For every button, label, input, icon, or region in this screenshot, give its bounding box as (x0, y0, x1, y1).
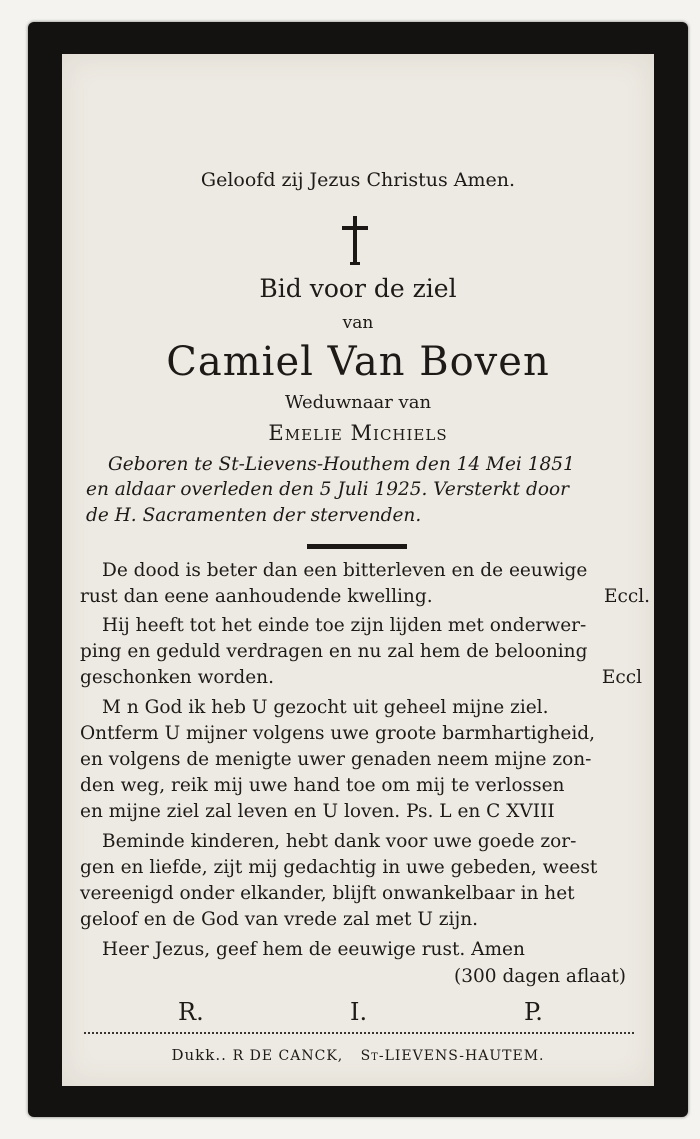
text-line: M n God ik heb U gezocht uit geheel mijne ziel. (102, 697, 549, 718)
text-line (80, 667, 650, 688)
text-line: gen en liefde, zijt mij gedachtig in uwe gebeden, weest (80, 857, 598, 878)
sacraments-line: de H. Sacramenten der stervenden. (86, 505, 422, 526)
printer-prefix: Dukk.. (171, 1046, 227, 1064)
text-line-body: rust dan eene aanhoudende kwelling. (80, 586, 433, 607)
text-line: den weg, reik mij uwe hand toe om mij te verlossen (80, 775, 565, 796)
bible-reference: Eccl. (603, 586, 650, 607)
rip-letter: I. (350, 998, 368, 1026)
spouse-name: Emelie Michiels (268, 421, 448, 445)
text-line: vereenigd onder elkander, blijft onwankelbaar in het (80, 883, 575, 904)
text-line: Ontferm U mijner volgens uwe groote barmhartigheid, (80, 723, 595, 744)
text-line: Beminde kinderen, hebt dank voor uwe goede zor- (102, 831, 577, 852)
printer-credit (62, 1046, 654, 1064)
text-line (80, 586, 650, 607)
memorial-card (28, 22, 688, 1117)
indulgence-note: (300 dagen aflaat) (454, 966, 626, 987)
deceased-name: Camiel Van Boven (166, 339, 550, 385)
cross-icon (338, 214, 372, 268)
text-line: ping en geduld verdragen en nu zal hem de belooning (80, 641, 588, 662)
widower-label: Weduwnaar van (284, 392, 432, 413)
text-line: Hij heeft tot het einde toe zijn lijden met onderwer- (102, 615, 587, 636)
printer-name: R DE CANCK, (232, 1048, 344, 1064)
dotted-divider (84, 1032, 634, 1034)
printer-place: St-LIEVENS-HAUTEM. (360, 1048, 545, 1064)
birth-line: Geboren te St-Lievens-Houthem den 14 Mei 1851 (108, 454, 575, 475)
rip-letter: P. (524, 998, 543, 1026)
prayer-heading: Bid voor de ziel (259, 274, 457, 303)
card-face (62, 54, 654, 1086)
divider-rule (307, 544, 407, 549)
death-line: en aldaar overleden den 5 Juli 1925. Versterkt door (86, 479, 569, 500)
text-line: geloof en de God van vrede zal met U zijn. (80, 909, 479, 930)
bible-reference: Eccl (601, 667, 642, 688)
closing-prayer: Heer Jezus, geef hem de eeuwige rust. Amen (102, 939, 525, 960)
rip-letter: R. (178, 998, 204, 1026)
text-line: De dood is beter dan een bitterleven en de eeuwige (102, 560, 588, 581)
text-line: en volgens de menigte uwer genaden neem mijne zon- (80, 749, 592, 770)
van-label: van (342, 313, 374, 333)
text-line-body: geschonken worden. (80, 667, 274, 688)
card-header: Geloofd zij Jezus Christus Amen. (200, 169, 516, 191)
text-line: en mijne ziel zal leven en U loven. Ps. L en C XVIII (80, 801, 555, 822)
